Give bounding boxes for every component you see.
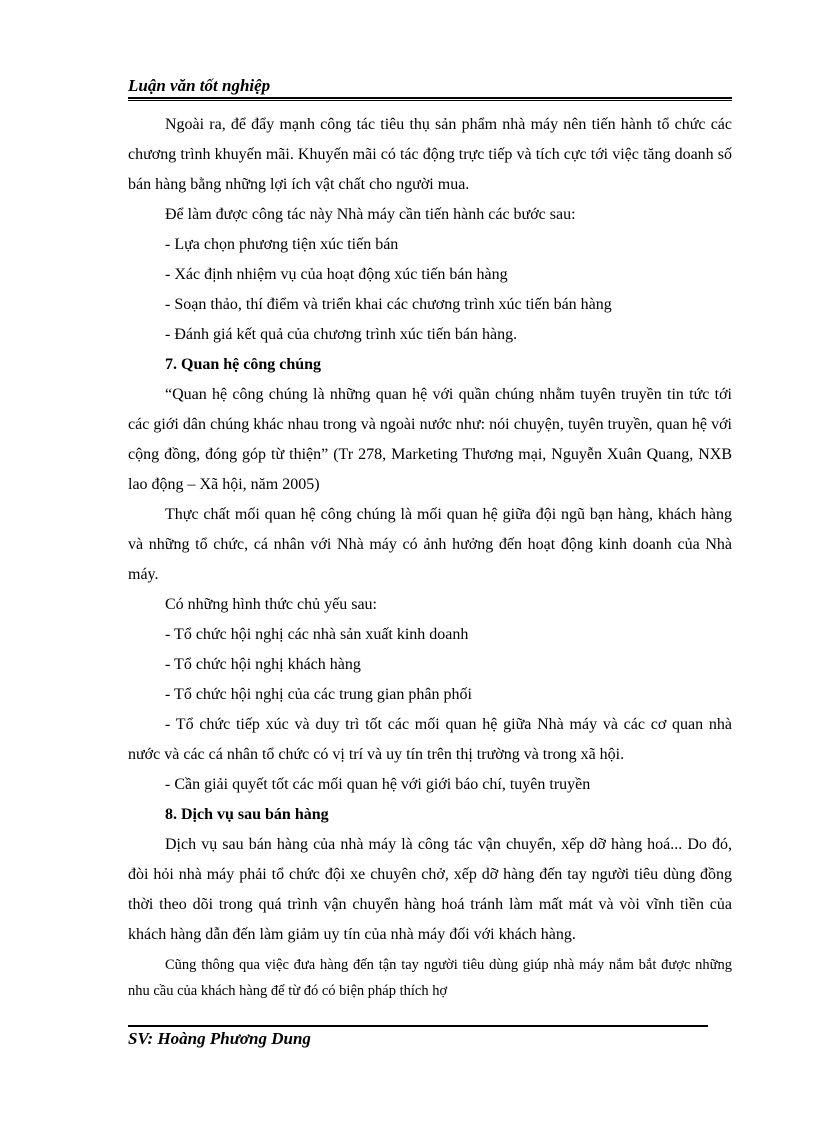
paragraph-steps-intro: Để làm được công tác này Nhà máy cần tiến hành các bước sau: [165,206,576,223]
paragraph-promotion-intro: Ngoài ra, để đẩy mạnh công tác tiêu thụ sản phẩm nhà máy nên tiến hành tổ chức các chương trình khuyến mãi. Khuyến mãi có tác động trực tiếp và tích cực tới việc tăng doanh số bán hàng bằng những lợi ích vật chất cho người mua. [128,116,732,193]
list-item-form: - Tổ chức hội nghị khách hàng [165,656,361,673]
header-divider [128,97,732,101]
section-heading-public-relations: 7. Quan hệ công chúng [165,356,322,373]
page-body [128,110,732,1004]
list-item-form: - Tổ chức tiếp xúc và duy trì tốt các mối quan hệ giữa Nhà máy và các cơ quan nhà nước và các cá nhân tổ chức có vị trí và uy tín trên thị trường và trong xã hội. [128,716,732,763]
paragraph-pr-definition: “Quan hệ công chúng là những quan hệ với quần chúng nhằm tuyên truyền tin tức tới các giới dân chúng khác nhau trong và ngoài nước như: nói chuyện, tuyên truyền, quan hệ với cộng đồng, đóng góp từ thiện” (Tr 278, Marketing Thương mại, Nguyễn Xuân Quang, NXB lao động – Xã hội, năm 2005) [128,386,732,493]
list-item-step: - Lựa chọn phương tiện xúc tiến bán [165,236,399,253]
list-item-step: - Xác định nhiệm vụ của hoạt động xúc tiến bán hàng [165,266,508,283]
section-heading-after-sales: 8. Dịch vụ sau bán hàng [165,806,329,823]
list-item-step: - Soạn thảo, thí điểm và triển khai các chương trình xúc tiến bán hàng [165,296,612,313]
list-item-form: - Tổ chức hội nghị các nhà sản xuất kinh doanh [165,626,469,643]
paragraph-forms-intro: Có những hình thức chủ yếu sau: [165,596,377,613]
list-item-form: - Cần giải quyết tốt các mối quan hệ với giới báo chí, tuyên truyền [165,776,591,793]
paragraph-after-sales-continued: Cũng thông qua việc đưa hàng đến tận tay người tiêu dùng giúp nhà máy nắm bắt được những nhu cầu của khách hàng để từ đó có biện pháp thích hợ [128,957,732,999]
paragraph-pr-essence: Thực chất mối quan hệ công chúng là mối quan hệ giữa đội ngũ bạn hàng, khách hàng và những tổ chức, cá nhân với Nhà máy có ảnh hưởng đến hoạt động kinh doanh của Nhà máy. [128,506,732,583]
footer-author: SV: Hoàng Phương Dung [128,1029,311,1048]
footer-divider [128,1025,708,1027]
list-item-step: - Đánh giá kết quả của chương trình xúc tiến bán hàng. [165,326,518,343]
running-header-title: Luận văn tốt nghiệp [128,76,271,95]
list-item-form: - Tổ chức hội nghị của các trung gian phân phối [165,686,472,703]
paragraph-after-sales: Dịch vụ sau bán hàng của nhà máy là công tác vận chuyển, xếp dỡ hàng hoá... Do đó, đòi hỏi nhà máy phải tổ chức đội xe chuyên chở, xếp dỡ hàng đến tay người tiêu dùng đồng thời theo dõi trong quá trình vận chuyển hàng hoá tránh làm mất mát và vòi vĩnh tiền của khách hàng dẫn đến làm giảm uy tín của nhà máy đối với khách hàng. [128,836,732,943]
